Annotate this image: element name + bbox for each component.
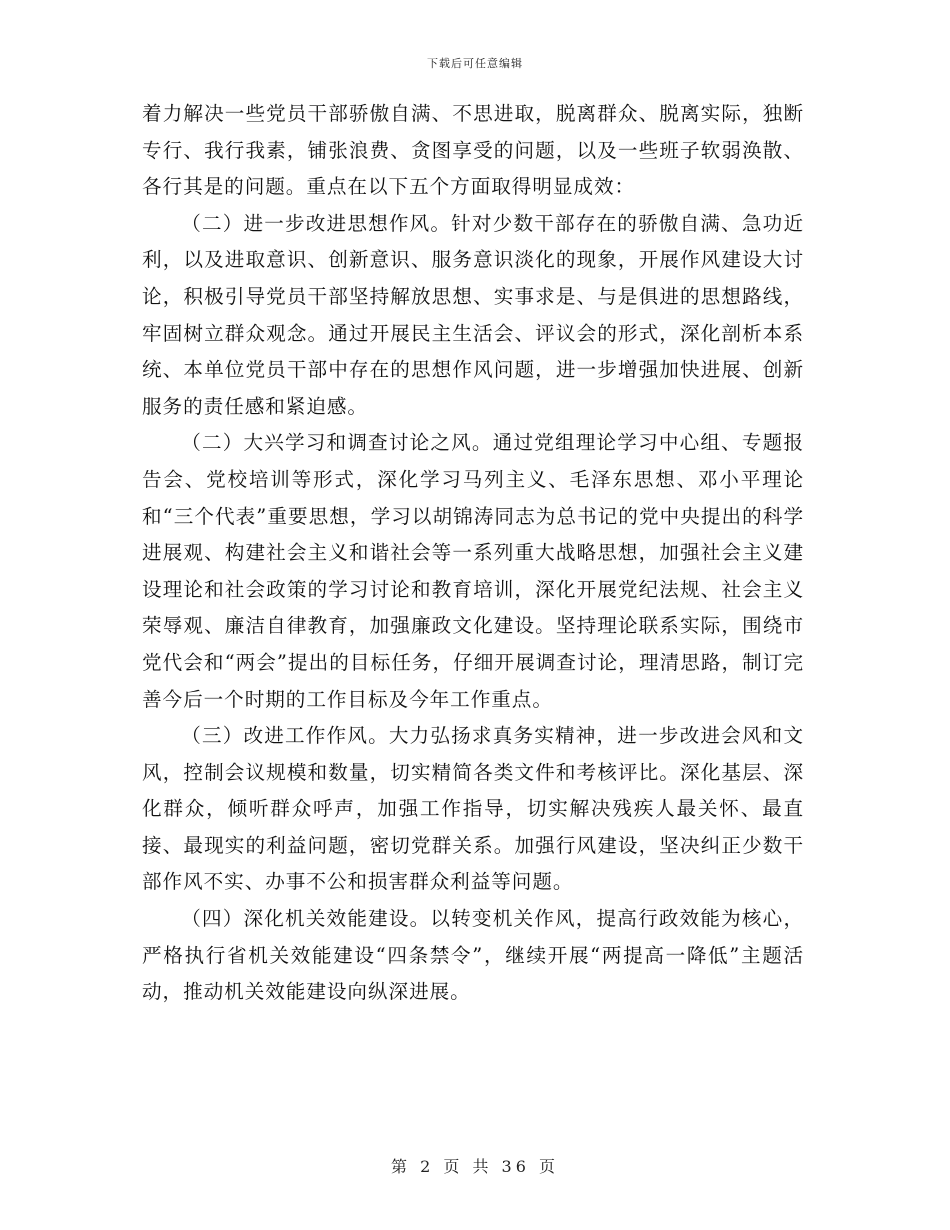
current-page-number: 2 (420, 1157, 435, 1176)
paragraph-thinking-style: （二）进一步改进思想作风。针对少数干部存在的骄傲自满、急功近利，以及进取意识、创新意识、服务意识淡化的现象，开展作风建设大讨论，积极引导党员干部坚持解放思想、实事求是、与是俱进的思想路线，牢固树立群众观念。通过开展民主生活会、评议会的形式，深化剖析本系统、本单位党员干部中存在的思想作风问题，进一步增强加快进展、创新服务的责任感和紧迫感。 (142, 211, 804, 418)
footer-suffix: 页 (539, 1157, 560, 1176)
footer-middle: 页 共 (443, 1157, 493, 1176)
document-body (142, 96, 804, 1011)
paragraph-intro: 着力解决一些党员干部骄傲自满、不思进取，脱离群众、脱离实际，独断专行、我行我素，铺张浪费、贪图享受的问题，以及一些班子软弱涣散、各行其是的问题。重点在以下五个方面取得明显成效： (142, 102, 804, 199)
total-page-count: 36 (501, 1157, 530, 1176)
paragraph-study-research: （二）大兴学习和调查讨论之风。通过党组理论学习中心组、专题报告会、党校培训等形式，深化学习马列主义、毛泽东思想、邓小平理论和“三个代表”重要思想，学习以胡锦涛同志为总书记的党中央提出的科学进展观、构建社会主义和谐社会等一系列重大战略思想，加强社会主义建设理论和社会政策的学习讨论和教育培训，深化开展党纪法规、社会主义荣辱观、廉洁自律教育，加强廉政文化建设。坚持理论联系实际，围绕市党代会和“两会”提出的目标任务，仔细开展调查讨论，理清思路，制订完善今后一个时期的工作目标及今年工作重点。 (142, 431, 804, 711)
paragraph-work-style: （三）改进工作作风。大力弘扬求真务实精神，进一步改进会风和文风，控制会议规模和数量，切实精简各类文件和考核评比。深化基层、深化群众，倾听群众呼声，加强工作指导，切实解决残疾人最关怀、最直接、最现实的利益问题，密切党群关系。加强行风建设，坚决纠正少数干部作风不实、办事不公和损害群众利益等问题。 (142, 724, 804, 894)
footer-prefix: 第 (390, 1157, 411, 1176)
paragraph-efficiency: （四）深化机关效能建设。以转变机关作风，提高行政效能为核心，严格执行省机关效能建设“四条禁令”，继续开展“两提高一降低”主题活动，推动机关效能建设向纵深进展。 (142, 907, 804, 1004)
page-header: 下载后可任意编辑 (427, 57, 523, 70)
page-footer (0, 1154, 950, 1177)
